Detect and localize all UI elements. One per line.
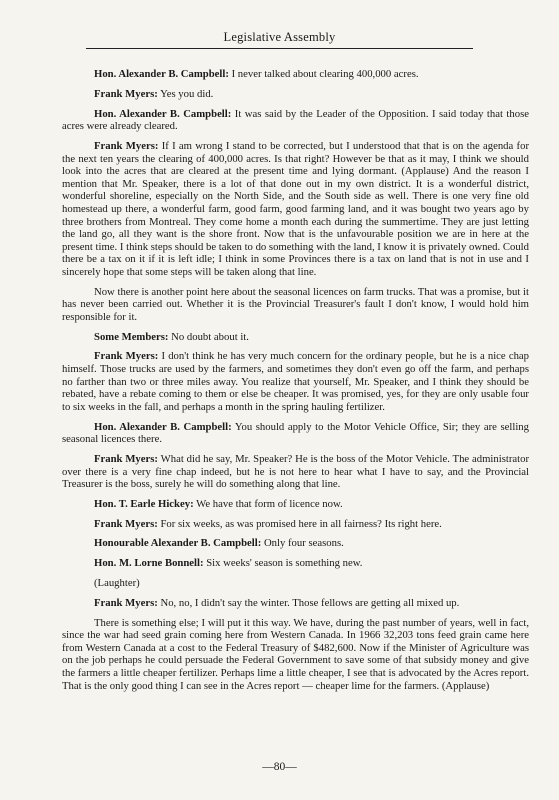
speech-text: Yes you did.: [157, 87, 214, 100]
speech-text: We have that form of licence now.: [193, 497, 343, 510]
speech-text: It was said by the Leader of the Opposition. I said today that those acres were already cleared.: [62, 107, 529, 133]
speech-text: No, no, I didn't say the winter. Those fellows are getting all mixed up.: [157, 596, 460, 609]
speech-text: No doubt about it.: [168, 330, 249, 343]
speech-text: Only four seasons.: [261, 537, 344, 550]
paragraph: [62, 331, 529, 344]
paragraph: [62, 140, 529, 279]
speech-text: I don't think he has very much concern for the ordinary people, but he is a nice chap himself. Those trucks are used by the farmers, and sometimes they don't even go off the farm, and perhaps no farther than two or three miles away. You realize that yourself, Mr. Speaker, and I think they should be rebated, have a rebate coming to them or else be cheaper. It was promised, yes, for they are only usable four to six weeks in the fall, and perhaps a month in the spring hauling fertilizer.: [62, 350, 530, 413]
speaker-name: Some Members:: [94, 330, 169, 343]
running-header: Legislative Assembly: [86, 30, 473, 49]
speaker-name: Frank Myers:: [94, 596, 158, 609]
speaker-name: Frank Myers:: [94, 350, 159, 363]
speech-text: (Laughter): [94, 577, 140, 590]
paragraph: [62, 68, 529, 81]
paragraph: [62, 350, 529, 413]
paragraph: [62, 286, 529, 324]
speaker-name: Honourable Alexander B. Campbell:: [94, 537, 262, 550]
paragraph: [62, 88, 529, 101]
paragraph: [62, 498, 529, 511]
paragraph: [62, 453, 529, 491]
paragraph: [62, 597, 529, 610]
paragraph: [62, 421, 529, 446]
speech-text: I never talked about clearing 400,000 acres.: [228, 68, 419, 80]
speech-text: Six weeks' season is something new.: [203, 557, 363, 570]
speech-text: For six weeks, as was promised here in all fairness? Its right here.: [157, 517, 442, 530]
speech-text: Now there is another point here about the seasonal licences on farm trucks. That was a promise, but it has never been carried out. Whether it is the Provincial Treasurer's fault I don't know, I would hold him responsible for it.: [62, 285, 529, 323]
speaker-name: Hon. Alexander B. Campbell:: [94, 107, 232, 120]
paragraph: [62, 518, 529, 531]
speech-text: You should apply to the Motor Vehicle Office, Sir; they are selling seasonal licences there.: [62, 420, 529, 446]
speaker-name: Frank Myers:: [94, 87, 158, 100]
paragraph: [62, 557, 529, 570]
speech-text: There is something else; I will put it this way. We have, during the past number of years, well in fact, since the war had seed grain coming here from Western Canada. In 1966 32,203 tons feed grain came here from Western Canada at a cost to the Federal Treasury of $482,600. Now if the Minister of Agriculture was on the job perhaps he could persuade the Federal Government to save some of that subsidy money and give the farmers a little cheaper fertilizer. Perhaps lime a little cheaper, I see that is advocated by the Acres report. That is the only good thing I can see in the Acres report — cheaper lime for the farmers. (Applause): [62, 616, 529, 692]
speaker-name: Hon. Alexander B. Campbell:: [94, 68, 229, 80]
speaker-name: Frank Myers:: [94, 452, 158, 465]
paragraph: [62, 617, 529, 693]
paragraph: [62, 537, 529, 550]
paragraph: [62, 577, 529, 590]
speaker-name: Hon. M. Lorne Bonnell:: [94, 557, 204, 570]
transcript-body: [62, 68, 529, 699]
speech-text: What did he say, Mr. Speaker? He is the boss of the Motor Vehicle. The administrator over there is a very fine chap indeed, but he is not here to hear what I have to say, and the Provincial Treasurer is the boss, surely he will do something along that line.: [62, 452, 530, 491]
paragraph: [62, 108, 529, 133]
speech-text: If I am wrong I stand to be corrected, but I understood that that is on the agenda for the next ten years the clearing of 400,000 acres. Is that right? However be that as it may, I think we should look into the acres that are cleared at the present time and lying dormant. (Applause) And the reason I mention that Mr. Speaker, there is a lot of that done out in my own district. It is a wonderful district, wonderful shoreline, especially on the North Side, and the South side as well. There is one very fine old homestead up there, a wonderful farm, good farm, good farming land, and it was bought two years ago by three brothers from Montreal. They come home a month each during the summertime. They are just letting the land go, all they want is the shore front. Now that is the unfavourable position we are in here at the present time. I think steps should be taken to do something with the land, I know it is privately owned. Could there be a tax on it if it is left idle; I think in some Provinces there is a tax on land that is not in use and I sincerely hope that some steps will be taken along that line.: [62, 139, 530, 278]
speaker-name: Frank Myers:: [94, 139, 159, 152]
speaker-name: Hon. Alexander B. Campbell:: [94, 420, 232, 433]
speaker-name: Hon. T. Earle Hickey:: [94, 497, 194, 510]
page-number: —80—: [262, 761, 297, 773]
speaker-name: Frank Myers:: [94, 517, 158, 530]
